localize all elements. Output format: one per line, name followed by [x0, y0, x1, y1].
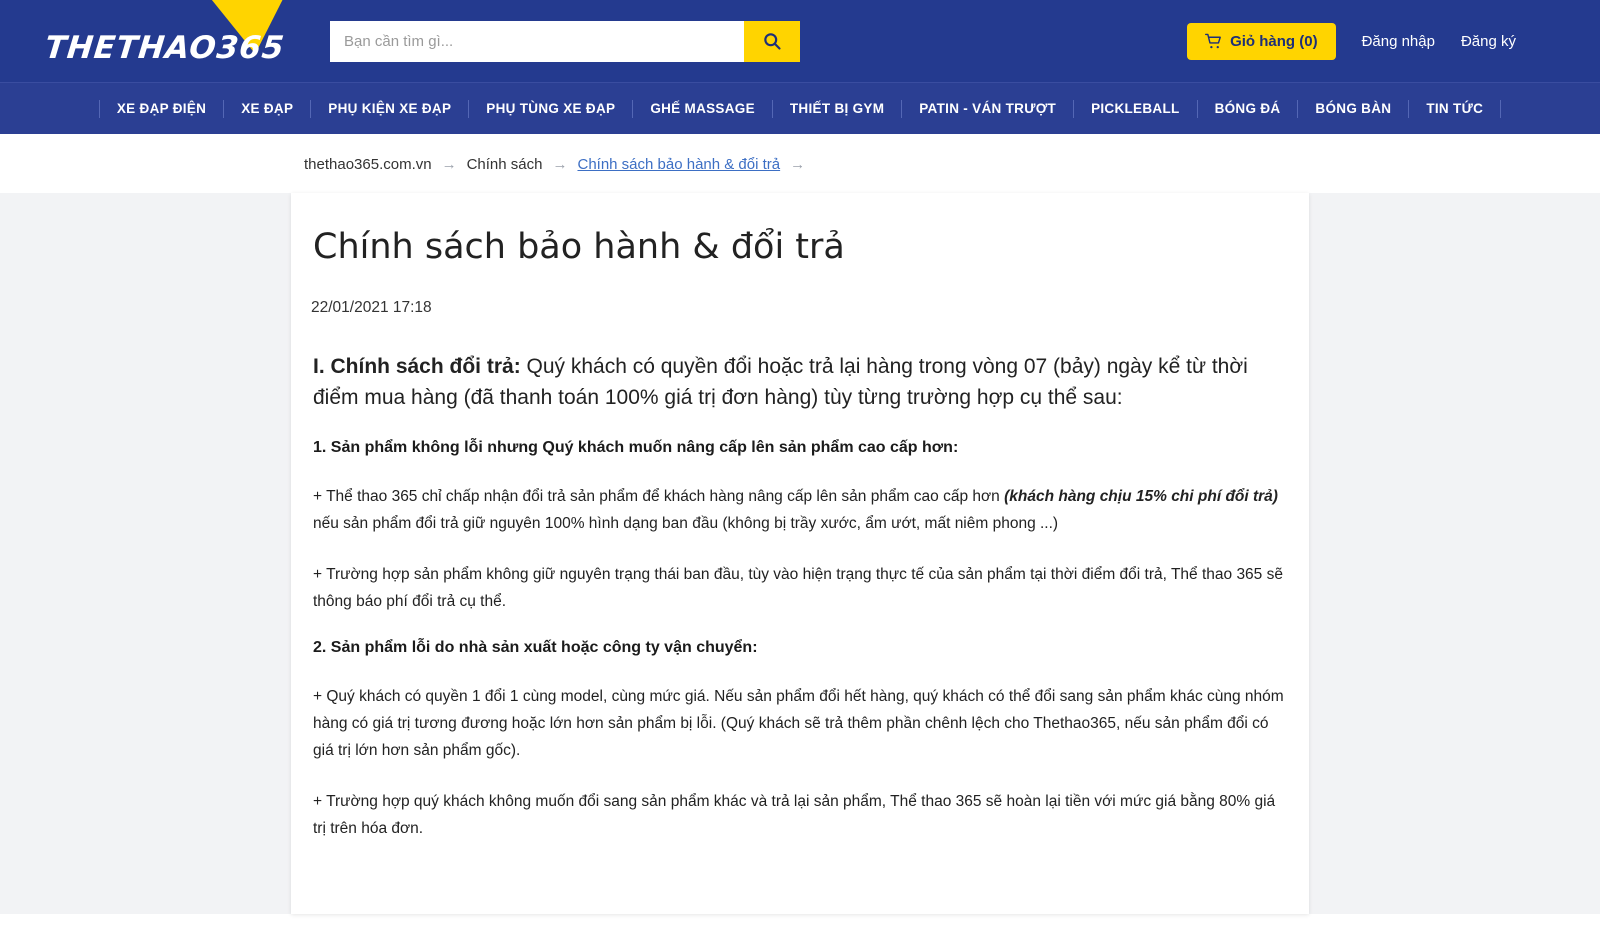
breadcrumb-separator-icon-2: → [552, 156, 568, 173]
article-lead-rest: Quý khách có quyền đổi hoặc trả lại hàng trong vòng 07 (bảy) ngày kể từ thời điểm mua hàng (đã thanh toán 100% giá trị đơn hàng) tùy từng trường hợp cụ thể sau: [313, 355, 1248, 409]
site-header [0, 0, 1600, 82]
breadcrumb [150, 134, 1450, 193]
breadcrumb-level1[interactable]: Chính sách [466, 156, 543, 173]
breadcrumb-home[interactable]: thethao365.com.vn [304, 156, 432, 173]
nav-item-phu-kien-xe-dap[interactable]: PHỤ KIỆN XE ĐẠP [310, 100, 468, 118]
article-paragraph-1a: + Thể thao 365 chỉ chấp nhận đổi trả sản phẩm để khách hàng nâng cấp lên sản phẩm cao cấp hơn [313, 488, 1005, 505]
cart-button[interactable] [1187, 23, 1336, 60]
search-form[interactable] [330, 21, 800, 62]
nav-item-ghe-massage[interactable]: GHẾ MASSAGE [632, 100, 772, 118]
nav-item-tin-tuc[interactable]: TIN TỨC [1408, 100, 1501, 118]
search-button[interactable] [744, 21, 800, 62]
nav-item-thiet-bi-gym[interactable]: THIẾT BỊ GYM [772, 100, 901, 118]
nav-item-pickleball[interactable]: PICKLEBALL [1073, 100, 1197, 118]
article-paragraph-3: + Quý khách có quyền 1 đổi 1 cùng model, cùng mức giá. Nếu sản phẩm đổi hết hàng, quý khách có thể đổi sang sản phẩm khác cùng nhóm hàng có giá trị tương đương hoặc lớn hơn sản phẩm bị lỗi. (Quý khách sẽ trả thêm phần chênh lệch cho Thethao365, nếu sản phẩm đổi có giá trị lớn hơn sản phẩm gốc). [313, 688, 1284, 759]
nav-item-xe-dap-dien[interactable]: XE ĐẠP ĐIỆN [99, 100, 223, 118]
content-spacer [311, 866, 1289, 874]
article-paragraph-1b: nếu sản phẩm đổi trả giữ nguyên 100% hình dạng ban đầu (không bị trầy xước, ẩm ướt, mất niêm phong ...) [313, 515, 1059, 532]
article-lead [311, 351, 1289, 413]
logo-text: THETHAO365 [43, 30, 287, 66]
article-paragraph-1-emphasis: (khách hàng chịu 15% chi phí đổi trả) [1004, 488, 1278, 505]
article-card [291, 193, 1309, 914]
article-paragraph-1 [311, 483, 1289, 537]
article-lead-bold: I. Chính sách đổi trả: [313, 355, 521, 378]
nav-item-xe-dap[interactable]: XE ĐẠP [223, 100, 310, 118]
article-paragraph-4: + Trường hợp quý khách không muốn đổi sang sản phẩm khác và trả lại sản phẩm, Thể thao 365 sẽ hoàn lại tiền với mức giá bằng 80% giá trị trên hóa đơn. [313, 793, 1276, 837]
nav-list [99, 94, 1501, 124]
cart-icon [1205, 33, 1222, 50]
article-section1-heading: 1. Sản phẩm không lỗi nhưng Quý khách muốn nâng cấp lên sản phẩm cao cấp hơn: [313, 439, 959, 456]
cart-label: Giỏ hàng (0) [1230, 32, 1318, 50]
nav-item-bong-ban[interactable]: BÓNG BÀN [1297, 100, 1408, 118]
article-section2-heading: 2. Sản phẩm lỗi do nhà sản xuất hoặc công ty vận chuyển: [313, 639, 758, 656]
login-link[interactable]: Đăng nhập [1361, 32, 1435, 50]
breadcrumb-current[interactable]: Chính sách bảo hành & đổi trả [577, 156, 781, 173]
search-input[interactable] [330, 21, 744, 62]
nav-item-patin-van-truot[interactable]: PATIN - VÁN TRƯỢT [901, 100, 1073, 118]
header-actions [1187, 23, 1516, 60]
search-icon [762, 31, 782, 51]
page-background [0, 193, 1600, 914]
article-date: 22/01/2021 17:18 [311, 299, 432, 316]
main-nav [0, 82, 1600, 134]
article-paragraph-2: + Trường hợp sản phẩm không giữ nguyên trạng thái ban đầu, tùy vào hiện trạng thực tế của sản phẩm tại thời điểm đổi trả, Thể thao 365 sẽ thông báo phí đổi trả cụ thể. [313, 566, 1283, 610]
site-logo[interactable] [0, 0, 330, 82]
nav-item-bong-da[interactable]: BÓNG ĐÁ [1197, 100, 1298, 118]
breadcrumb-separator-icon-3: → [790, 156, 806, 173]
register-link[interactable]: Đăng ký [1460, 32, 1516, 50]
breadcrumb-separator-icon: → [441, 156, 457, 173]
page-title: Chính sách bảo hành & đổi trả [313, 227, 845, 267]
nav-item-phu-tung-xe-dap[interactable]: PHỤ TÙNG XE ĐẠP [468, 100, 632, 118]
